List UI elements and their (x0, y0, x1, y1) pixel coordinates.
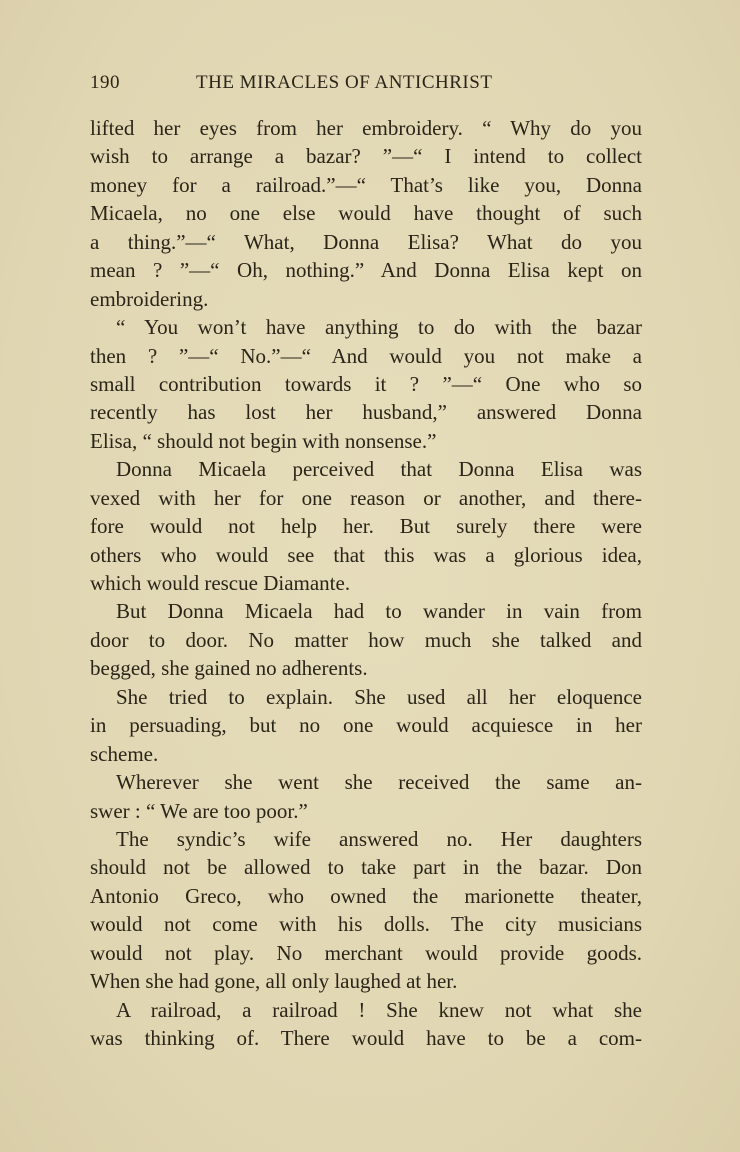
text-line: Wherever she went she received the same an- (116, 770, 642, 795)
text-line: small contribution towards it ? ”—“ One who so (90, 371, 642, 396)
text-line: mean ? ”—“ Oh, nothing.” And Donna Elisa kept on (90, 258, 642, 283)
running-title: THE MIRACLES OF ANTICHRIST (196, 72, 493, 93)
text-line: When she had gone, all only laughed at her. (90, 969, 458, 994)
text-line: others who would see that this was a glorious idea, (90, 542, 642, 567)
text-line: door to door. No matter how much she talked and (90, 627, 642, 652)
text-line: embroidering. (90, 286, 209, 311)
text-line: a thing.”—“ What, Donna Elisa? What do you (90, 229, 642, 254)
text-line: Micaela, no one else would have thought of such (90, 201, 642, 226)
text-line: lifted her eyes from her embroidery. “ Why do you (90, 116, 642, 140)
page-header (90, 72, 642, 100)
text-line: recently has lost her husband,” answered Donna (90, 400, 642, 425)
text-line: then ? ”—“ No.”—“ And would you not make a (90, 343, 642, 368)
text-line: Elisa, “ should not begin with nonsense.” (90, 428, 437, 453)
text-line: should not be allowed to take part in the bazar. Don (90, 855, 642, 880)
text-line: would not play. No merchant would provide goods. (90, 940, 642, 965)
text-line: which would rescue Diamante. (90, 571, 351, 595)
text-line: begged, she gained no adherents. (90, 656, 368, 681)
body-text (90, 114, 642, 1052)
text-line: vexed with her for one reason or another, and there- (90, 485, 642, 510)
text-line: She tried to explain. She used all her eloquence (116, 684, 642, 709)
text-line: Donna Micaela perceived that Donna Elisa was (116, 457, 642, 482)
text-line: was thinking of. There would have to be a com- (90, 1026, 642, 1050)
text-line: in persuading, but no one would acquiesce in her (90, 713, 642, 738)
text-line: wish to arrange a bazar? ”—“ I intend to collect (90, 144, 642, 169)
text-line: Antonio Greco, who owned the marionette theater, (90, 883, 642, 908)
page-number: 190 (90, 72, 120, 93)
text-line: But Donna Micaela had to wander in vain from (116, 599, 642, 624)
text-line: swer : “ We are too poor.” (90, 798, 308, 823)
text-line: “ You won’t have anything to do with the bazar (116, 315, 642, 340)
text-line: would not come with his dolls. The city musicians (90, 912, 642, 937)
text-line: money for a railroad.”—“ That’s like you, Donna (90, 172, 642, 197)
text-line: The syndic’s wife answered no. Her daughters (116, 826, 642, 851)
text-line: fore would not help her. But surely there were (90, 514, 642, 539)
text-line: scheme. (90, 741, 159, 766)
text-line: A railroad, a railroad ! She knew not what she (116, 997, 642, 1022)
